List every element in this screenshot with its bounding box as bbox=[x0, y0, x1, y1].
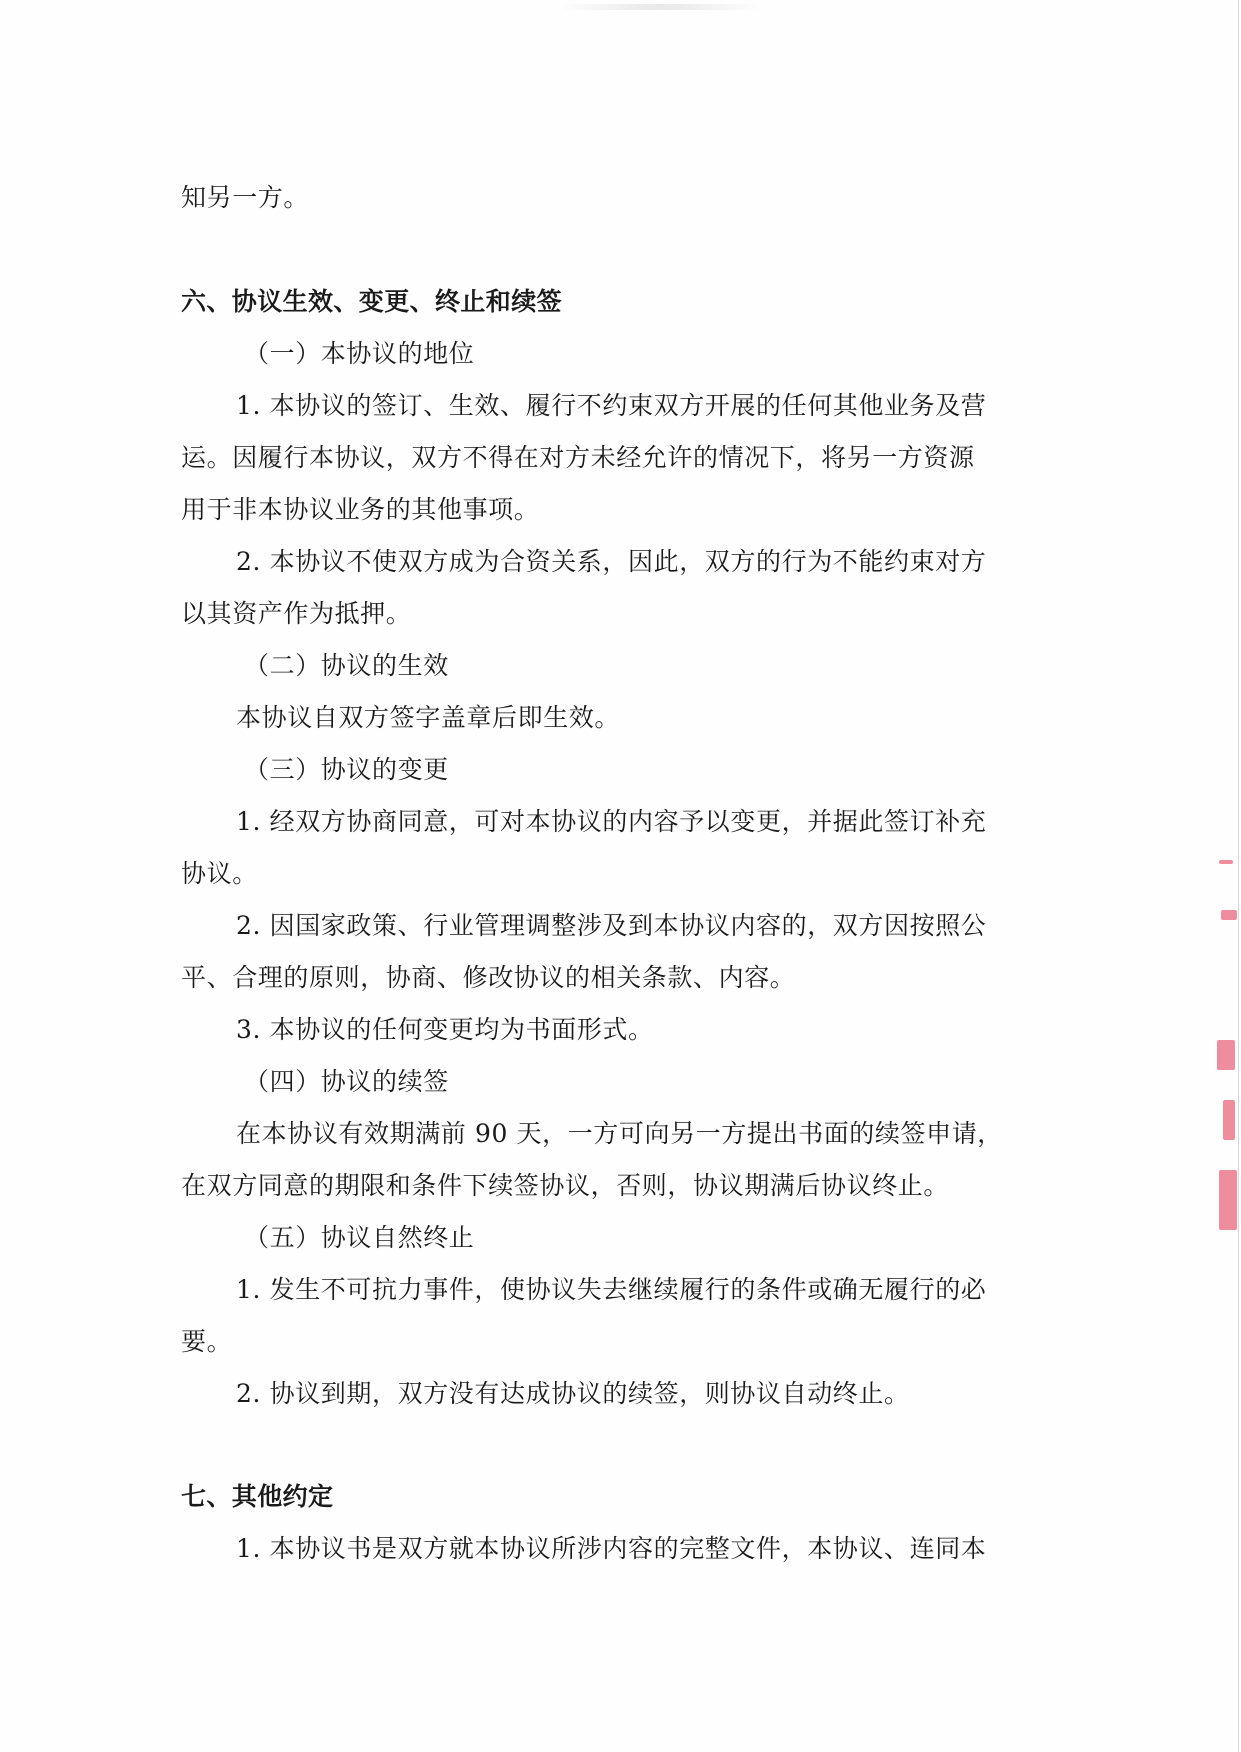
subsection-heading: （四）协议的续签 bbox=[244, 1067, 449, 1096]
paragraph-line: 1. 经双方协商同意，可对本协议的内容予以变更，并据此签订补充 bbox=[236, 807, 987, 836]
paragraph-line: 2. 本协议不使双方成为合资关系，因此，双方的行为不能约束对方 bbox=[236, 547, 987, 576]
seal-stamp-edge bbox=[1215, 850, 1241, 1270]
seal-fragment bbox=[1223, 1100, 1235, 1140]
section-heading-7: 七、其他约定 bbox=[181, 1482, 334, 1511]
paragraph-line: 在双方同意的期限和条件下续签协议，否则，协议期满后协议终止。 bbox=[181, 1171, 950, 1200]
seal-fragment bbox=[1219, 860, 1233, 864]
paragraph-line: 2. 因国家政策、行业管理调整涉及到本协议内容的，双方因按照公 bbox=[236, 911, 987, 940]
paragraph-line: 知另一方。 bbox=[181, 183, 310, 212]
subsection-heading: （二）协议的生效 bbox=[244, 651, 449, 680]
paragraph-line: 要。 bbox=[181, 1327, 233, 1356]
scan-smudge bbox=[560, 4, 760, 10]
seal-fragment bbox=[1221, 910, 1237, 920]
paragraph-line: 1. 发生不可抗力事件，使协议失去继续履行的条件或确无履行的必 bbox=[236, 1275, 987, 1304]
paragraph-line: 本协议自双方签字盖章后即生效。 bbox=[236, 703, 621, 732]
subsection-heading: （一）本协议的地位 bbox=[244, 339, 475, 368]
subsection-heading: （三）协议的变更 bbox=[244, 755, 449, 784]
paragraph-line: 用于非本协议业务的其他事项。 bbox=[181, 495, 540, 524]
paragraph-line: 2. 协议到期，双方没有达成协议的续签，则协议自动终止。 bbox=[236, 1379, 910, 1408]
seal-fragment bbox=[1217, 1040, 1235, 1070]
section-heading-6: 六、协议生效、变更、终止和续签 bbox=[181, 287, 563, 316]
paragraph-line: 以其资产作为抵押。 bbox=[181, 599, 412, 628]
seal-fragment bbox=[1219, 1170, 1237, 1230]
paragraph-line: 3. 本协议的任何变更均为书面形式。 bbox=[236, 1015, 654, 1044]
paragraph-line: 协议。 bbox=[181, 859, 258, 888]
paragraph-line: 1. 本协议书是双方就本协议所涉内容的完整文件，本协议、连同本 bbox=[236, 1534, 987, 1563]
paragraph-line: 1. 本协议的签订、生效、履行不约束双方开展的任何其他业务及营 bbox=[236, 391, 987, 420]
paragraph-line: 运。因履行本协议，双方不得在对方未经允许的情况下，将另一方资源 bbox=[181, 443, 975, 472]
paragraph-line: 在本协议有效期满前 90 天，一方可向另一方提出书面的续签申请， bbox=[236, 1119, 1003, 1148]
subsection-heading: （五）协议自然终止 bbox=[244, 1223, 475, 1252]
paragraph-line: 平、合理的原则，协商、修改协议的相关条款、内容。 bbox=[181, 963, 796, 992]
